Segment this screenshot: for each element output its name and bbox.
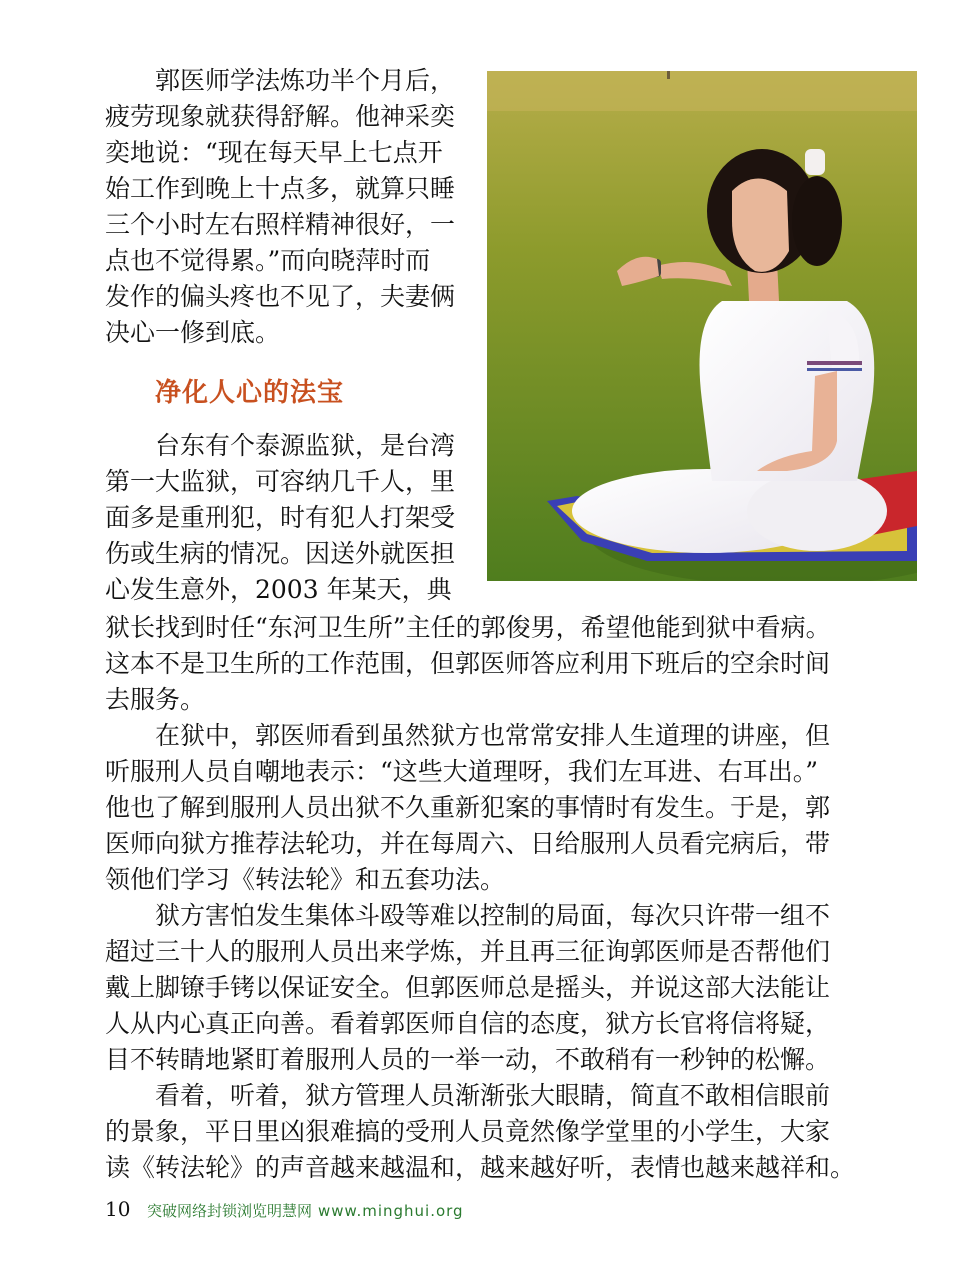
text-line: 戴上脚镣手铐以保证安全。但郭医师总是摇头，并说这部大法能让 bbox=[105, 973, 831, 1002]
text-line: 他也了解到服刑人员出狱不久重新犯案的事情时有发生。于是，郭 bbox=[105, 793, 831, 822]
text-line: 奕地说：“现在每天早上七点开 bbox=[105, 138, 443, 167]
text-line: 发作的偏头疼也不见了，夫妻俩 bbox=[105, 282, 456, 311]
page-number: 10 bbox=[105, 1197, 131, 1221]
text-line: 的景象，平日里凶狠难搞的受刑人员竟然像学堂里的小学生，大家 bbox=[105, 1117, 831, 1146]
text-line: 疲劳现象就获得舒解。他神采奕 bbox=[105, 102, 456, 131]
text-line: 心发生意外，2003 年某天，典 bbox=[105, 575, 452, 604]
text-line: 始工作到晚上十点多，就算只睡 bbox=[105, 174, 456, 203]
text-line: 狱长找到时任“东河卫生所”主任的郭俊男，希望他能到狱中看病。 bbox=[105, 613, 831, 642]
footer-site-label: 突破网络封锁浏览明慧网 bbox=[147, 1202, 313, 1220]
text-line: 面多是重刑犯，时有犯人打架受 bbox=[105, 503, 456, 532]
text-line: 目不转睛地紧盯着服刑人员的一举一动，不敢稍有一秒钟的松懈。 bbox=[105, 1045, 831, 1074]
text-line: 这本不是卫生所的工作范围，但郭医师答应利用下班后的空余时间 bbox=[105, 649, 831, 678]
text-line: 三个小时左右照样精神很好，一 bbox=[105, 210, 456, 239]
text-line: 看着，听着，狱方管理人员渐渐张大眼睛，简直不敢相信眼前 bbox=[105, 1081, 831, 1110]
text-line: 狱方害怕发生集体斗殴等难以控制的局面，每次只许带一组不 bbox=[105, 901, 831, 930]
text-line: 听服刑人员自嘲地表示：“这些大道理呀，我们左耳进、右耳出。” bbox=[105, 757, 819, 786]
text-line: 读《转法轮》的声音越来越温和，越来越好听，表情也越来越祥和。 bbox=[105, 1153, 856, 1182]
meditating-woman-photo bbox=[487, 71, 917, 581]
text-line: 决心一修到底。 bbox=[105, 318, 281, 347]
photo-illustration bbox=[487, 71, 917, 581]
page-footer bbox=[105, 1197, 464, 1221]
text-line: 医师向狱方推荐法轮功，并在每周六、日给服刑人员看完病后，带 bbox=[105, 829, 831, 858]
text-line: 伤或生病的情况。因送外就医担 bbox=[105, 539, 456, 568]
text-line: 在狱中，郭医师看到虽然狱方也常常安排人生道理的讲座，但 bbox=[105, 721, 831, 750]
text-line: 台东有个泰源监狱，是台湾 bbox=[105, 431, 456, 460]
text-line: 点也不觉得累。”而向晓萍时而 bbox=[105, 246, 431, 275]
text-line: 郭医师学法炼功半个月后， bbox=[105, 66, 456, 95]
section-heading: 净化人心的法宝 bbox=[155, 378, 345, 408]
footer-site-text bbox=[147, 1200, 464, 1221]
text-line: 领他们学习《转法轮》和五套功法。 bbox=[105, 865, 506, 894]
text-line: 超过三十人的服刑人员出来学炼，并且再三征询郭医师是否帮他们 bbox=[105, 937, 831, 966]
text-line: 人从内心真正向善。看着郭医师自信的态度，狱方长官将信将疑， bbox=[105, 1009, 831, 1038]
text-line: 去服务。 bbox=[105, 685, 206, 714]
text-line: 第一大监狱，可容纳几千人，里 bbox=[105, 467, 456, 496]
footer-url[interactable]: www.minghui.org bbox=[318, 1202, 464, 1220]
